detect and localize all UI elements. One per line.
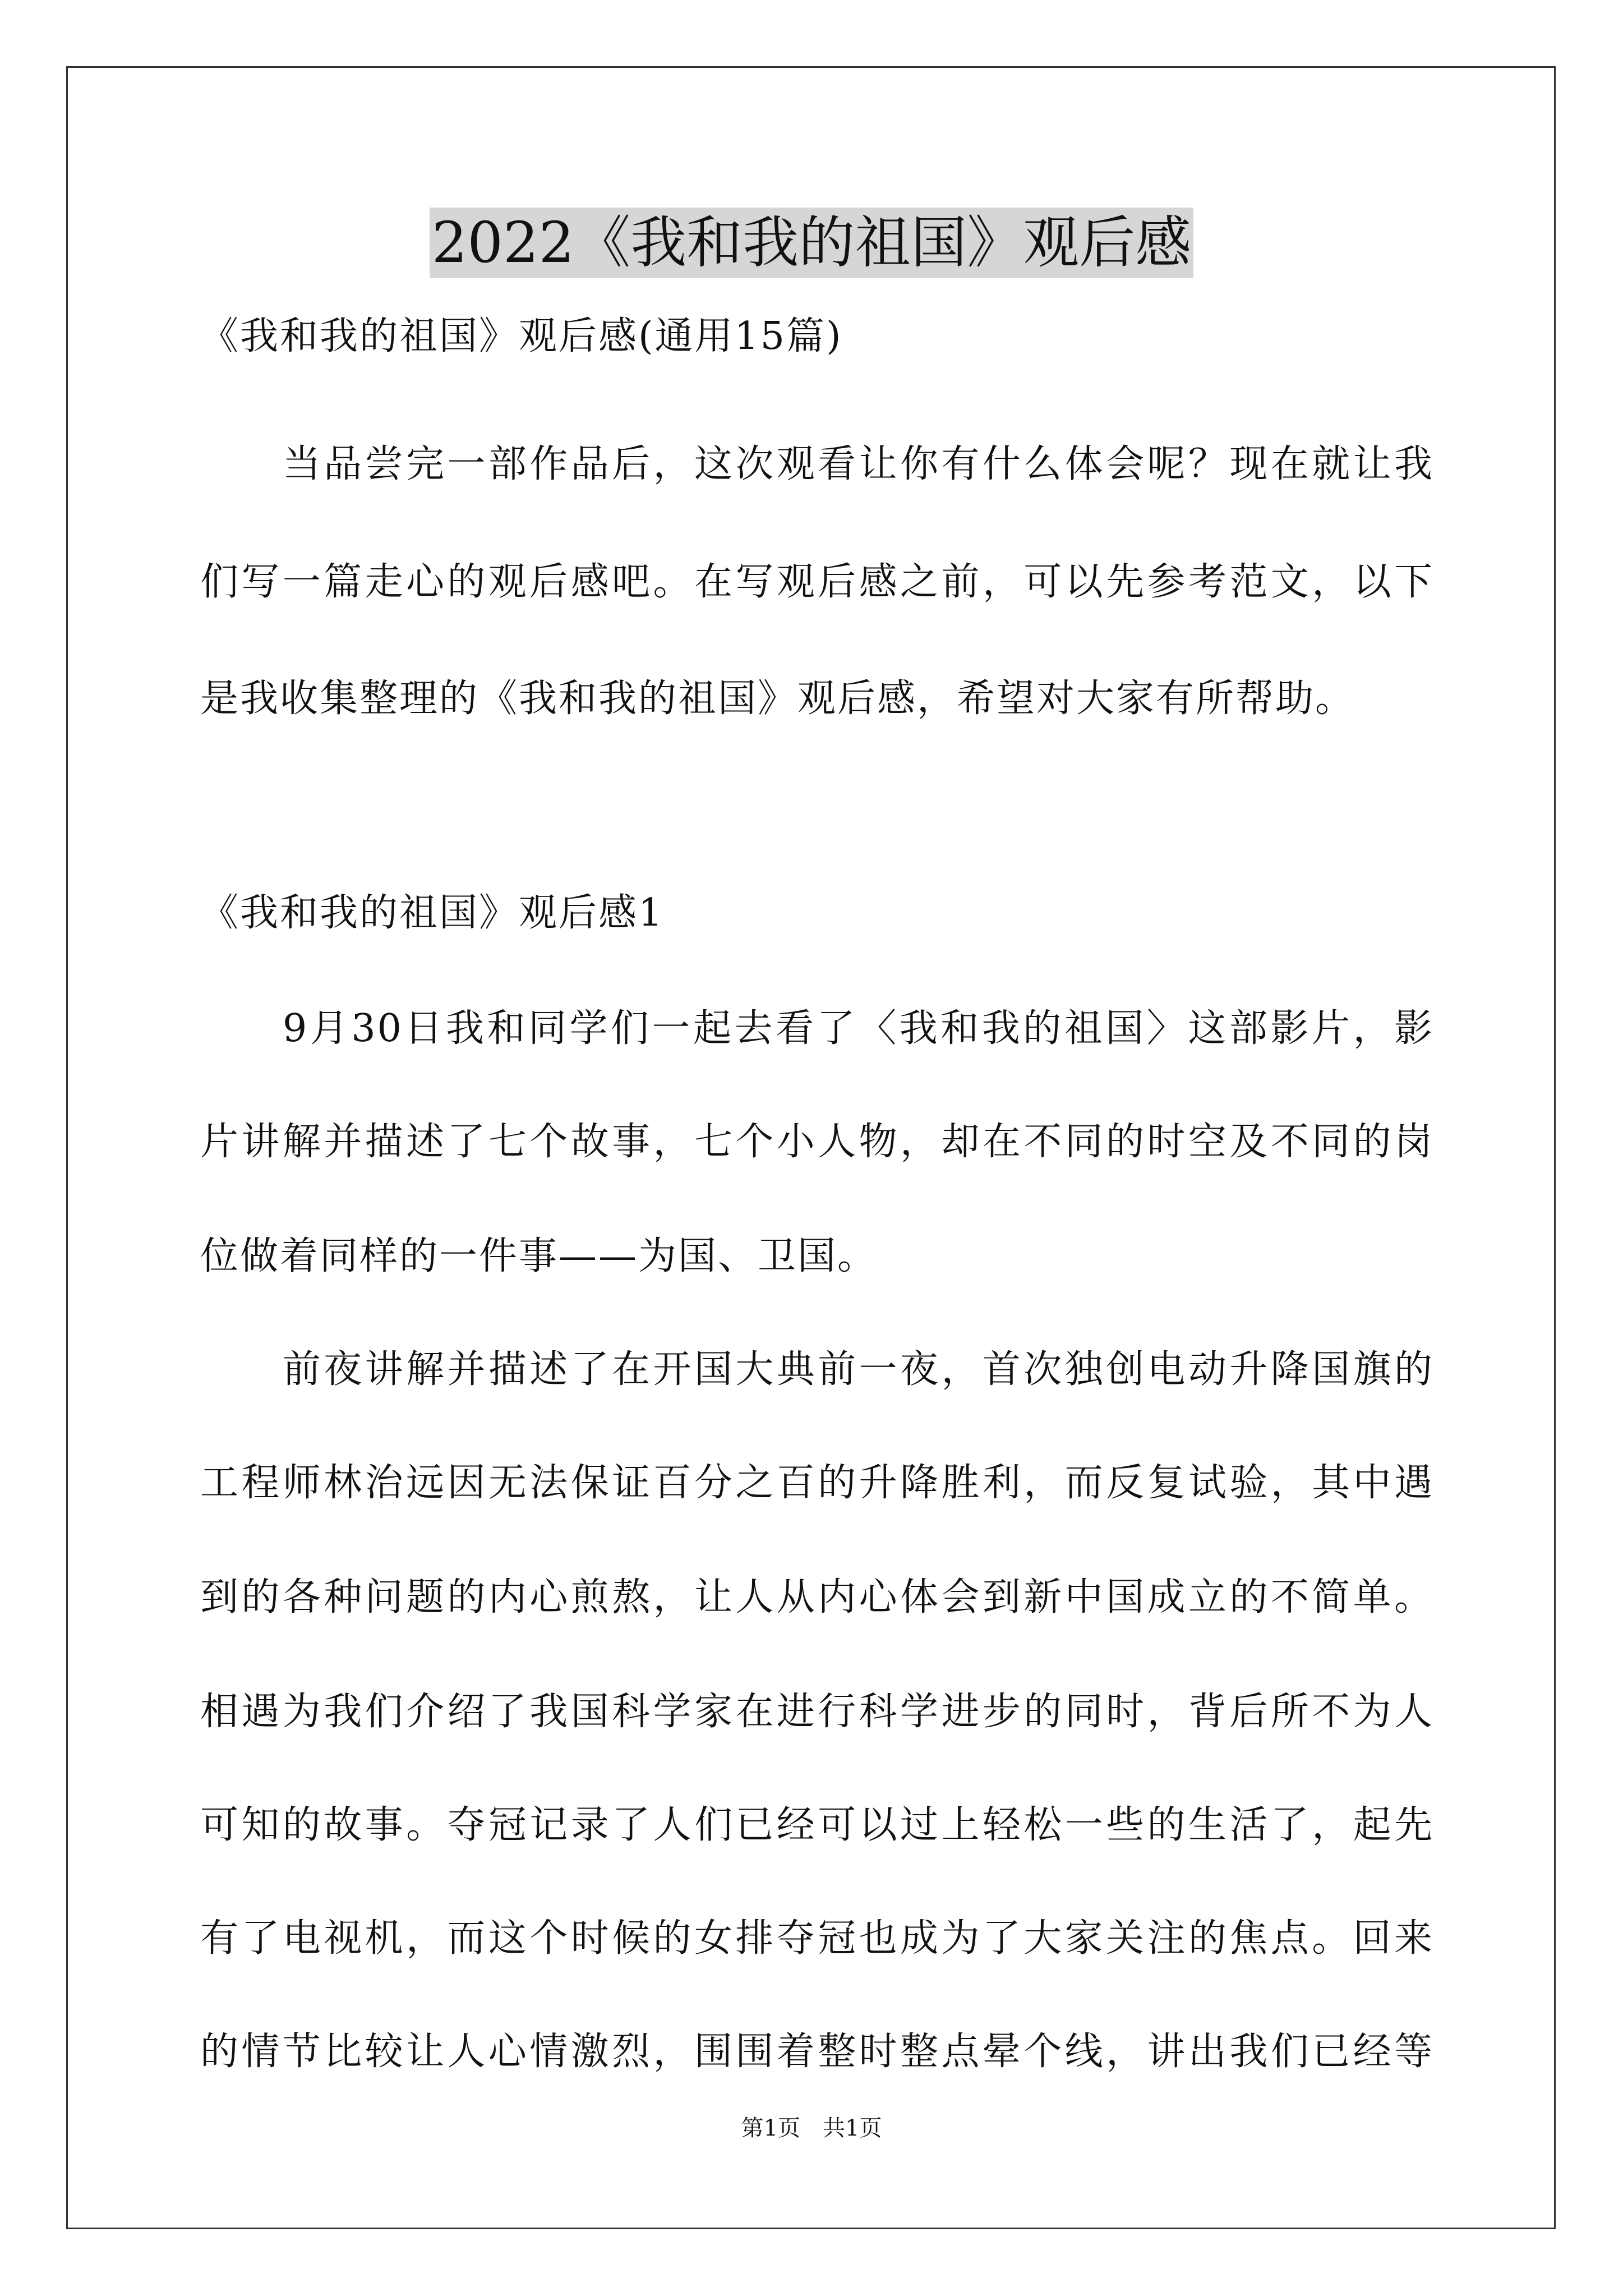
body-line-10: 的情节比较让人心情激烈，围围着整时整点晕个线，讲出我们已经等	[200, 2030, 1434, 2074]
body-line-6: 到的各种问题的内心煎熬，让人从内心体会到新中国成立的不简单。	[200, 1575, 1434, 1619]
body-line-7: 相遇为我们介绍了我国科学家在进行科学进步的同时，背后所不为人	[200, 1690, 1434, 1734]
body-line-5: 工程师林治远因无法保证百分之百的升降胜利，而反复试验，其中遇	[200, 1461, 1434, 1505]
body-line-3: 位做着同样的一件事——为国、卫国。	[200, 1234, 878, 1278]
title-container	[0, 208, 1623, 278]
body-line-8: 可知的故事。夺冠记录了人们已经可以过上轻松一些的生活了，起先	[200, 1803, 1434, 1847]
body-line-2: 片讲解并描述了七个故事，七个小人物，却在不同的时空及不同的岗	[200, 1120, 1434, 1164]
body-line-4: 前夜讲解并描述了在开国大典前一夜，首次独创电动升降国旗的	[200, 1347, 1434, 1392]
intro-line-1: 当品尝完一部作品后，这次观看让你有什么体会呢？现在就让我	[200, 442, 1434, 486]
section-heading: 《我和我的祖国》观后感1	[200, 891, 665, 935]
document-subtitle: 《我和我的祖国》观后感(通用15篇)	[200, 314, 843, 358]
body-line-9: 有了电视机，而这个时候的女排夺冠也成为了大家关注的焦点。回来	[200, 1916, 1434, 1961]
body-line-1: 9月30日我和同学们一起去看了〈我和我的祖国〉这部影片，影	[200, 1006, 1434, 1051]
document-title[interactable]: 2022《我和我的祖国》观后感	[430, 208, 1194, 278]
intro-line-3: 是我收集整理的《我和我的祖国》观后感，希望对大家有所帮助。	[200, 677, 1355, 721]
intro-line-2: 们写一篇走心的观后感吧。在写观后感之前，可以先参考范文，以下	[200, 560, 1434, 604]
page-footer: 第1页 共1页	[741, 2115, 882, 2141]
